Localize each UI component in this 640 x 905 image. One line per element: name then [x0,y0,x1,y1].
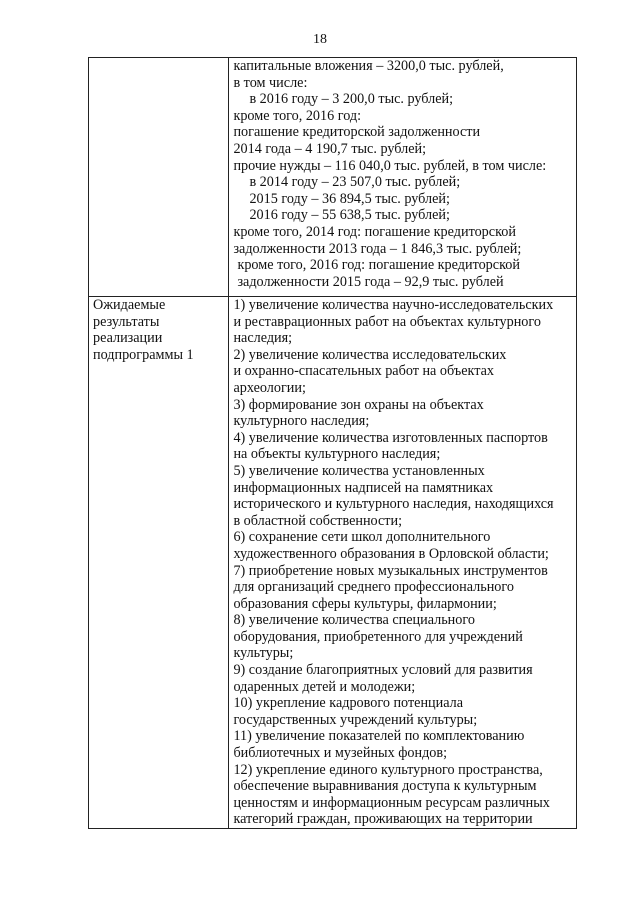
financing-line: погашение кредиторской задолженности [233,124,481,141]
result-line: на объекты культурного наследия; [233,446,441,463]
result-line: оборудования, приобретенного для учреждений [233,628,523,645]
result-line: 3) формирование зон охраны на объектах [233,396,484,413]
result-line: и реставрационных работ на объектах культурного [233,313,541,330]
result-line: наследия; [233,330,293,347]
financing-line: кроме того, 2016 год: [233,107,362,124]
result-line: образования сферы культуры, филармонии; [233,595,497,612]
result-line: информационных надписей на памятниках [233,479,494,496]
financing-line: прочие нужды – 116 040,0 тыс. рублей, в том числе: [233,157,547,174]
row2-label-cell [89,297,229,829]
result-line: 10) укрепление кадрового потенциала [233,695,464,712]
financing-line: в 2014 году – 23 507,0 тыс. рублей; [249,174,461,191]
result-line: для организаций среднего профессионального [233,579,514,596]
row-label-line: реализации [93,330,163,347]
financing-line: кроме того, 2014 год: погашение кредиторской [233,223,516,240]
financing-line: 2016 году – 55 638,5 тыс. рублей; [249,207,450,224]
financing-line: 2015 году – 36 894,5 тыс. рублей; [249,190,450,207]
result-line: 4) увеличение количества изготовленных паспортов [233,429,548,446]
result-line: 11) увеличение показателей по комплектованию [233,728,525,745]
financing-line: в том числе: [233,74,308,91]
result-line: художественного образования в Орловской области; [233,545,549,562]
result-line: и охранно-спасательных работ на объектах [233,363,494,380]
financing-line: в 2016 году – 3 200,0 тыс. рублей; [249,91,454,108]
financing-line: задолженности 2013 года – 1 846,3 тыс. рублей; [233,240,522,257]
table-row-financing [89,58,577,297]
result-line: категорий граждан, проживающих на территории [233,811,533,828]
row1-content-cell [229,58,577,297]
result-line: культуры; [233,645,294,662]
result-line: в областной собственности; [233,512,403,529]
financing-line: 2014 года – 4 190,7 тыс. рублей; [233,140,427,157]
row2-content-cell [229,297,577,829]
result-line: 2) увеличение количества исследовательских [233,346,507,363]
result-line: 7) приобретение новых музыкальных инструментов [233,562,548,579]
result-line: 1) увеличение количества научно-исследовательских [233,297,554,313]
result-line: 6) сохранение сети школ дополнительного [233,529,491,546]
result-line: исторического и культурного наследия, находящихся [233,496,554,513]
financing-line: задолженности 2015 года – 92,9 тыс. рублей [237,273,504,290]
row-label-line: результаты [93,313,160,330]
result-line: одаренных детей и молодежи; [233,678,416,695]
page-number: 18 [313,32,327,47]
result-line: культурного наследия; [233,413,370,430]
row1-label-cell [89,58,229,297]
program-table [88,57,577,829]
result-line: 8) увеличение количества специального [233,612,475,629]
table-row-expected-results [89,297,577,829]
row-label-line: подпрограммы 1 [93,346,194,363]
result-line: 9) создание благоприятных условий для развития [233,662,533,679]
result-line: 12) укрепление единого культурного пространства, [233,761,543,778]
financing-line: капитальные вложения – 3200,0 тыс. рублей, [233,58,504,74]
result-line: библиотечных и музейных фондов; [233,745,448,762]
result-line: археологии; [233,379,306,396]
result-line: обеспечение выравнивания доступа к культурным [233,778,537,795]
result-line: государственных учреждений культуры; [233,711,478,728]
result-line: 5) увеличение количества установленных [233,462,485,479]
financing-line: кроме того, 2016 год: погашение кредиторской [237,257,520,274]
result-line: ценностям и информационным ресурсам различных [233,794,550,811]
row-label-line: Ожидаемые [93,297,166,313]
